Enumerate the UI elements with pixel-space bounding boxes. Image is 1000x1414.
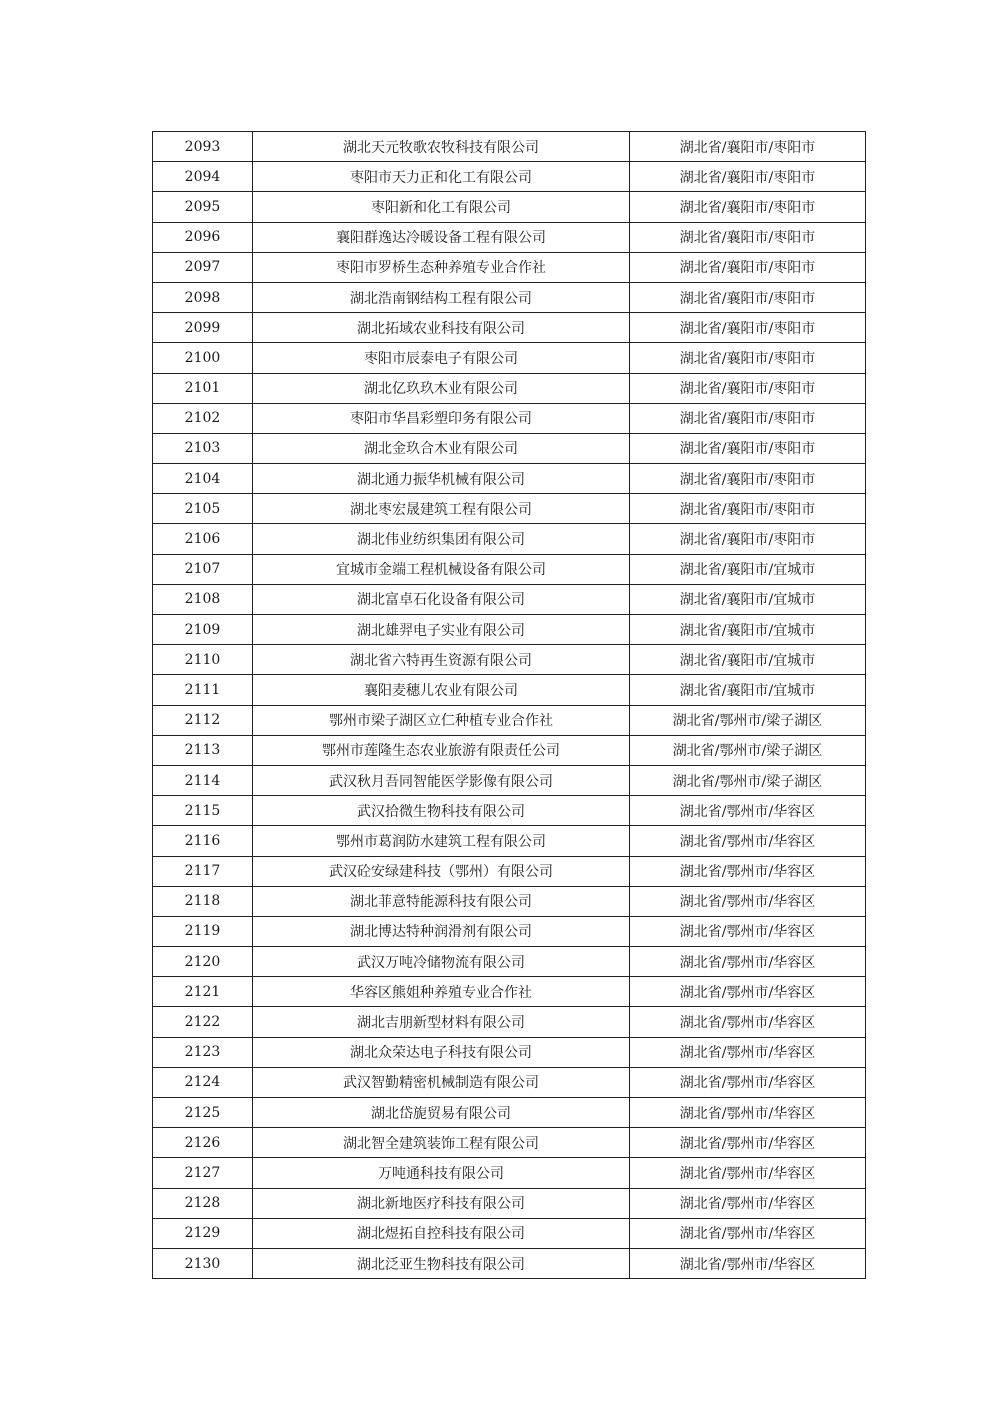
table-row (153, 494, 866, 524)
row-number-cell: 2128 (153, 1188, 253, 1218)
company-name-cell: 湖北通力振华机械有限公司 (253, 464, 630, 494)
table-row (153, 1037, 866, 1067)
company-name-cell: 万吨通科技有限公司 (253, 1158, 630, 1188)
region-cell: 湖北省/鄂州市/华容区 (630, 977, 866, 1007)
row-number-cell: 2110 (153, 645, 253, 675)
table-row (153, 343, 866, 373)
table-row (153, 373, 866, 403)
region-cell: 湖北省/襄阳市/枣阳市 (630, 192, 866, 222)
region-cell: 湖北省/鄂州市/华容区 (630, 1098, 866, 1128)
table-row (153, 705, 866, 735)
company-name-cell: 湖北天元牧歌农牧科技有限公司 (253, 132, 630, 162)
company-name-cell: 湖北煜拓自控科技有限公司 (253, 1218, 630, 1248)
company-name-cell: 湖北枣宏晟建筑工程有限公司 (253, 494, 630, 524)
table-row (153, 433, 866, 463)
company-name-cell: 湖北拓域农业科技有限公司 (253, 313, 630, 343)
table-row (153, 222, 866, 252)
row-number-cell: 2104 (153, 464, 253, 494)
row-number-cell: 2130 (153, 1248, 253, 1278)
table-row (153, 524, 866, 554)
row-number-cell: 2121 (153, 977, 253, 1007)
company-name-cell: 枣阳市天力正和化工有限公司 (253, 162, 630, 192)
table-row (153, 1188, 866, 1218)
row-number-cell: 2100 (153, 343, 253, 373)
region-cell: 湖北省/鄂州市/华容区 (630, 1218, 866, 1248)
row-number-cell: 2106 (153, 524, 253, 554)
table-row (153, 313, 866, 343)
company-name-cell: 湖北菲意特能源科技有限公司 (253, 886, 630, 916)
table-row (153, 796, 866, 826)
region-cell: 湖北省/襄阳市/宜城市 (630, 584, 866, 614)
company-name-cell: 湖北富卓石化设备有限公司 (253, 584, 630, 614)
region-cell: 湖北省/襄阳市/枣阳市 (630, 343, 866, 373)
row-number-cell: 2119 (153, 916, 253, 946)
row-number-cell: 2095 (153, 192, 253, 222)
region-cell: 湖北省/鄂州市/华容区 (630, 886, 866, 916)
region-cell: 湖北省/鄂州市/华容区 (630, 916, 866, 946)
company-name-cell: 湖北伟业纺织集团有限公司 (253, 524, 630, 554)
table-row (153, 765, 866, 795)
table-row (153, 675, 866, 705)
region-cell: 湖北省/襄阳市/枣阳市 (630, 433, 866, 463)
company-name-cell: 湖北亿玖玖木业有限公司 (253, 373, 630, 403)
company-name-cell: 湖北众荣达电子科技有限公司 (253, 1037, 630, 1067)
region-cell: 湖北省/鄂州市/华容区 (630, 1037, 866, 1067)
row-number-cell: 2101 (153, 373, 253, 403)
company-name-cell: 鄂州市莲隆生态农业旅游有限责任公司 (253, 735, 630, 765)
company-roster-table (152, 131, 866, 1279)
row-number-cell: 2125 (153, 1098, 253, 1128)
company-name-cell: 华容区熊姐种养殖专业合作社 (253, 977, 630, 1007)
table-row (153, 916, 866, 946)
table-row (153, 464, 866, 494)
region-cell: 湖北省/鄂州市/梁子湖区 (630, 735, 866, 765)
row-number-cell: 2116 (153, 826, 253, 856)
table-row (153, 886, 866, 916)
table-row (153, 615, 866, 645)
region-cell: 湖北省/襄阳市/枣阳市 (630, 313, 866, 343)
row-number-cell: 2109 (153, 615, 253, 645)
table-row (153, 162, 866, 192)
region-cell: 湖北省/鄂州市/华容区 (630, 1188, 866, 1218)
table-row (153, 645, 866, 675)
table-row (153, 1007, 866, 1037)
row-number-cell: 2096 (153, 222, 253, 252)
row-number-cell: 2111 (153, 675, 253, 705)
row-number-cell: 2120 (153, 947, 253, 977)
region-cell: 湖北省/襄阳市/宜城市 (630, 675, 866, 705)
row-number-cell: 2118 (153, 886, 253, 916)
company-name-cell: 武汉砼安绿建科技（鄂州）有限公司 (253, 856, 630, 886)
company-name-cell: 武汉智勤精密机械制造有限公司 (253, 1067, 630, 1097)
region-cell: 湖北省/襄阳市/枣阳市 (630, 494, 866, 524)
roster-body (153, 132, 866, 1279)
row-number-cell: 2122 (153, 1007, 253, 1037)
table-row (153, 856, 866, 886)
table-row (153, 252, 866, 282)
region-cell: 湖北省/鄂州市/梁子湖区 (630, 705, 866, 735)
region-cell: 湖北省/襄阳市/枣阳市 (630, 282, 866, 312)
company-name-cell: 湖北浩南钢结构工程有限公司 (253, 282, 630, 312)
company-name-cell: 湖北泛亚生物科技有限公司 (253, 1248, 630, 1278)
table-row (153, 826, 866, 856)
region-cell: 湖北省/鄂州市/华容区 (630, 1128, 866, 1158)
row-number-cell: 2097 (153, 252, 253, 282)
region-cell: 湖北省/襄阳市/宜城市 (630, 615, 866, 645)
table-row (153, 735, 866, 765)
region-cell: 湖北省/襄阳市/枣阳市 (630, 252, 866, 282)
table-row (153, 192, 866, 222)
row-number-cell: 2112 (153, 705, 253, 735)
row-number-cell: 2117 (153, 856, 253, 886)
table-row (153, 403, 866, 433)
table-row (153, 1128, 866, 1158)
table-row (153, 132, 866, 162)
region-cell: 湖北省/鄂州市/华容区 (630, 947, 866, 977)
region-cell: 湖北省/鄂州市/华容区 (630, 1067, 866, 1097)
region-cell: 湖北省/鄂州市/华容区 (630, 826, 866, 856)
table-row (153, 1218, 866, 1248)
region-cell: 湖北省/鄂州市/华容区 (630, 1248, 866, 1278)
row-number-cell: 2108 (153, 584, 253, 614)
row-number-cell: 2113 (153, 735, 253, 765)
region-cell: 湖北省/襄阳市/枣阳市 (630, 403, 866, 433)
company-name-cell: 宜城市金端工程机械设备有限公司 (253, 554, 630, 584)
region-cell: 湖北省/襄阳市/枣阳市 (630, 524, 866, 554)
region-cell: 湖北省/襄阳市/枣阳市 (630, 162, 866, 192)
row-number-cell: 2093 (153, 132, 253, 162)
table-row (153, 554, 866, 584)
region-cell: 湖北省/鄂州市/梁子湖区 (630, 765, 866, 795)
company-name-cell: 枣阳市辰泰电子有限公司 (253, 343, 630, 373)
company-name-cell: 鄂州市梁子湖区立仁种植专业合作社 (253, 705, 630, 735)
row-number-cell: 2099 (153, 313, 253, 343)
company-name-cell: 武汉拾微生物科技有限公司 (253, 796, 630, 826)
company-name-cell: 枣阳新和化工有限公司 (253, 192, 630, 222)
table-row (153, 1158, 866, 1188)
row-number-cell: 2126 (153, 1128, 253, 1158)
row-number-cell: 2124 (153, 1067, 253, 1097)
company-name-cell: 襄阳麦穗儿农业有限公司 (253, 675, 630, 705)
row-number-cell: 2107 (153, 554, 253, 584)
region-cell: 湖北省/襄阳市/枣阳市 (630, 464, 866, 494)
row-number-cell: 2094 (153, 162, 253, 192)
company-name-cell: 湖北吉朋新型材料有限公司 (253, 1007, 630, 1037)
company-name-cell: 襄阳群逸达冷暖设备工程有限公司 (253, 222, 630, 252)
company-name-cell: 枣阳市罗桥生态种养殖专业合作社 (253, 252, 630, 282)
row-number-cell: 2115 (153, 796, 253, 826)
row-number-cell: 2105 (153, 494, 253, 524)
company-name-cell: 湖北省六特再生资源有限公司 (253, 645, 630, 675)
company-name-cell: 湖北新地医疗科技有限公司 (253, 1188, 630, 1218)
table-row (153, 1067, 866, 1097)
region-cell: 湖北省/鄂州市/华容区 (630, 1158, 866, 1188)
company-name-cell: 湖北岱旎贸易有限公司 (253, 1098, 630, 1128)
region-cell: 湖北省/襄阳市/枣阳市 (630, 373, 866, 403)
region-cell: 湖北省/襄阳市/宜城市 (630, 645, 866, 675)
company-name-cell: 湖北雄羿电子实业有限公司 (253, 615, 630, 645)
table-row (153, 977, 866, 1007)
region-cell: 湖北省/鄂州市/华容区 (630, 856, 866, 886)
row-number-cell: 2103 (153, 433, 253, 463)
row-number-cell: 2127 (153, 1158, 253, 1188)
region-cell: 湖北省/鄂州市/华容区 (630, 796, 866, 826)
table-row (153, 282, 866, 312)
company-name-cell: 武汉秋月吾同智能医学影像有限公司 (253, 765, 630, 795)
table-row (153, 1248, 866, 1278)
table-row (153, 1098, 866, 1128)
region-cell: 湖北省/鄂州市/华容区 (630, 1007, 866, 1037)
table-row (153, 584, 866, 614)
region-cell: 湖北省/襄阳市/枣阳市 (630, 132, 866, 162)
row-number-cell: 2123 (153, 1037, 253, 1067)
row-number-cell: 2114 (153, 765, 253, 795)
company-name-cell: 湖北金玖合木业有限公司 (253, 433, 630, 463)
row-number-cell: 2098 (153, 282, 253, 312)
row-number-cell: 2129 (153, 1218, 253, 1248)
company-name-cell: 枣阳市华昌彩塑印务有限公司 (253, 403, 630, 433)
row-number-cell: 2102 (153, 403, 253, 433)
company-name-cell: 湖北智全建筑装饰工程有限公司 (253, 1128, 630, 1158)
table-row (153, 947, 866, 977)
region-cell: 湖北省/襄阳市/枣阳市 (630, 222, 866, 252)
region-cell: 湖北省/襄阳市/宜城市 (630, 554, 866, 584)
company-name-cell: 鄂州市葛润防水建筑工程有限公司 (253, 826, 630, 856)
company-name-cell: 武汉万吨冷储物流有限公司 (253, 947, 630, 977)
company-name-cell: 湖北博达特种润滑剂有限公司 (253, 916, 630, 946)
